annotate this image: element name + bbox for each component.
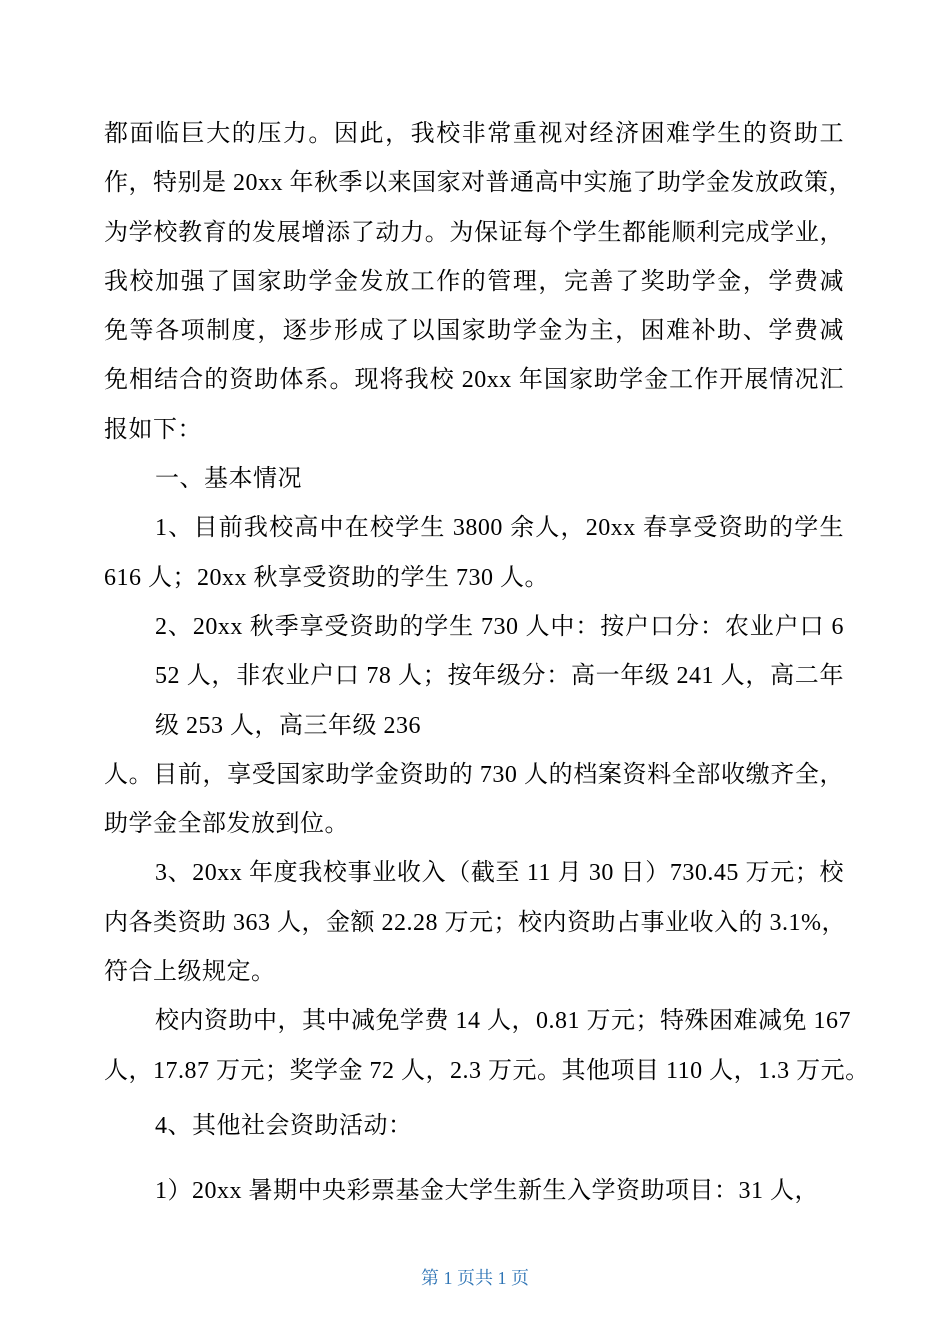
page-footer: 第 1 页共 1 页 [421, 1268, 529, 1288]
text-line: 我校加强了国家助学金发放工作的管理，完善了奖助学金，学费减 [104, 268, 844, 295]
text-line: 人。目前，享受国家助学金资助的 730 人的档案资料全部收缴齐全， [104, 761, 844, 788]
text-line: 1）20xx 暑期中央彩票基金大学生新生入学资助项目：31 人， [155, 1178, 819, 1205]
text-line: 2、20xx 秋季享受资助的学生 730 人中：按户口分：农业户口 6 [155, 613, 844, 640]
text-line: 免相结合的资助体系。现将我校 20xx 年国家助学金工作开展情况汇 [104, 367, 844, 394]
text-line: 符合上级规定。 [104, 959, 276, 986]
text-line: 为学校教育的发展增添了动力。为保证每个学生都能顺利完成学业， [104, 219, 844, 246]
text-line: 级 253 人，高三年级 236 [155, 712, 421, 739]
text-line: 免等各项制度，逐步形成了以国家助学金为主，困难补助、学费减 [104, 318, 844, 345]
indented-block [104, 603, 844, 751]
text-line: 4、其他社会资助活动： [155, 1112, 413, 1139]
section-heading: 一、基本情况 [155, 466, 302, 493]
text-line: 助学金全部发放到位。 [104, 811, 349, 838]
text-line: 内各类资助 363 人，金额 22.28 万元；校内资助占事业收入的 3.1%， [104, 909, 846, 936]
text-line: 作，特别是 20xx 年秋季以来国家对普通高中实施了助学金发放政策， [104, 170, 853, 197]
text-line: 1、目前我校高中在校学生 3800 余人，20xx 春享受资助的学生 [155, 515, 844, 542]
text-line: 人，17.87 万元；奖学金 72 人，2.3 万元。其他项目 110 人，1.3 万元。 [104, 1057, 870, 1084]
text-line: 都面临巨大的压力。因此，我校非常重视对经济困难学生的资助工 [104, 121, 844, 147]
text-line: 52 人，非农业户口 78 人；按年级分：高一年级 241 人，高二年 [155, 663, 844, 690]
text-line: 616 人；20xx 秋享受资助的学生 730 人。 [104, 564, 549, 591]
text-line: 报如下： [104, 416, 202, 443]
document-body [104, 110, 870, 1217]
text-line: 3、20xx 年度我校事业收入（截至 11 月 30 日）730.45 万元；校 [155, 860, 844, 887]
text-line: 校内资助中，其中减免学费 14 人，0.81 万元；特殊困难减免 167 [155, 1008, 851, 1035]
